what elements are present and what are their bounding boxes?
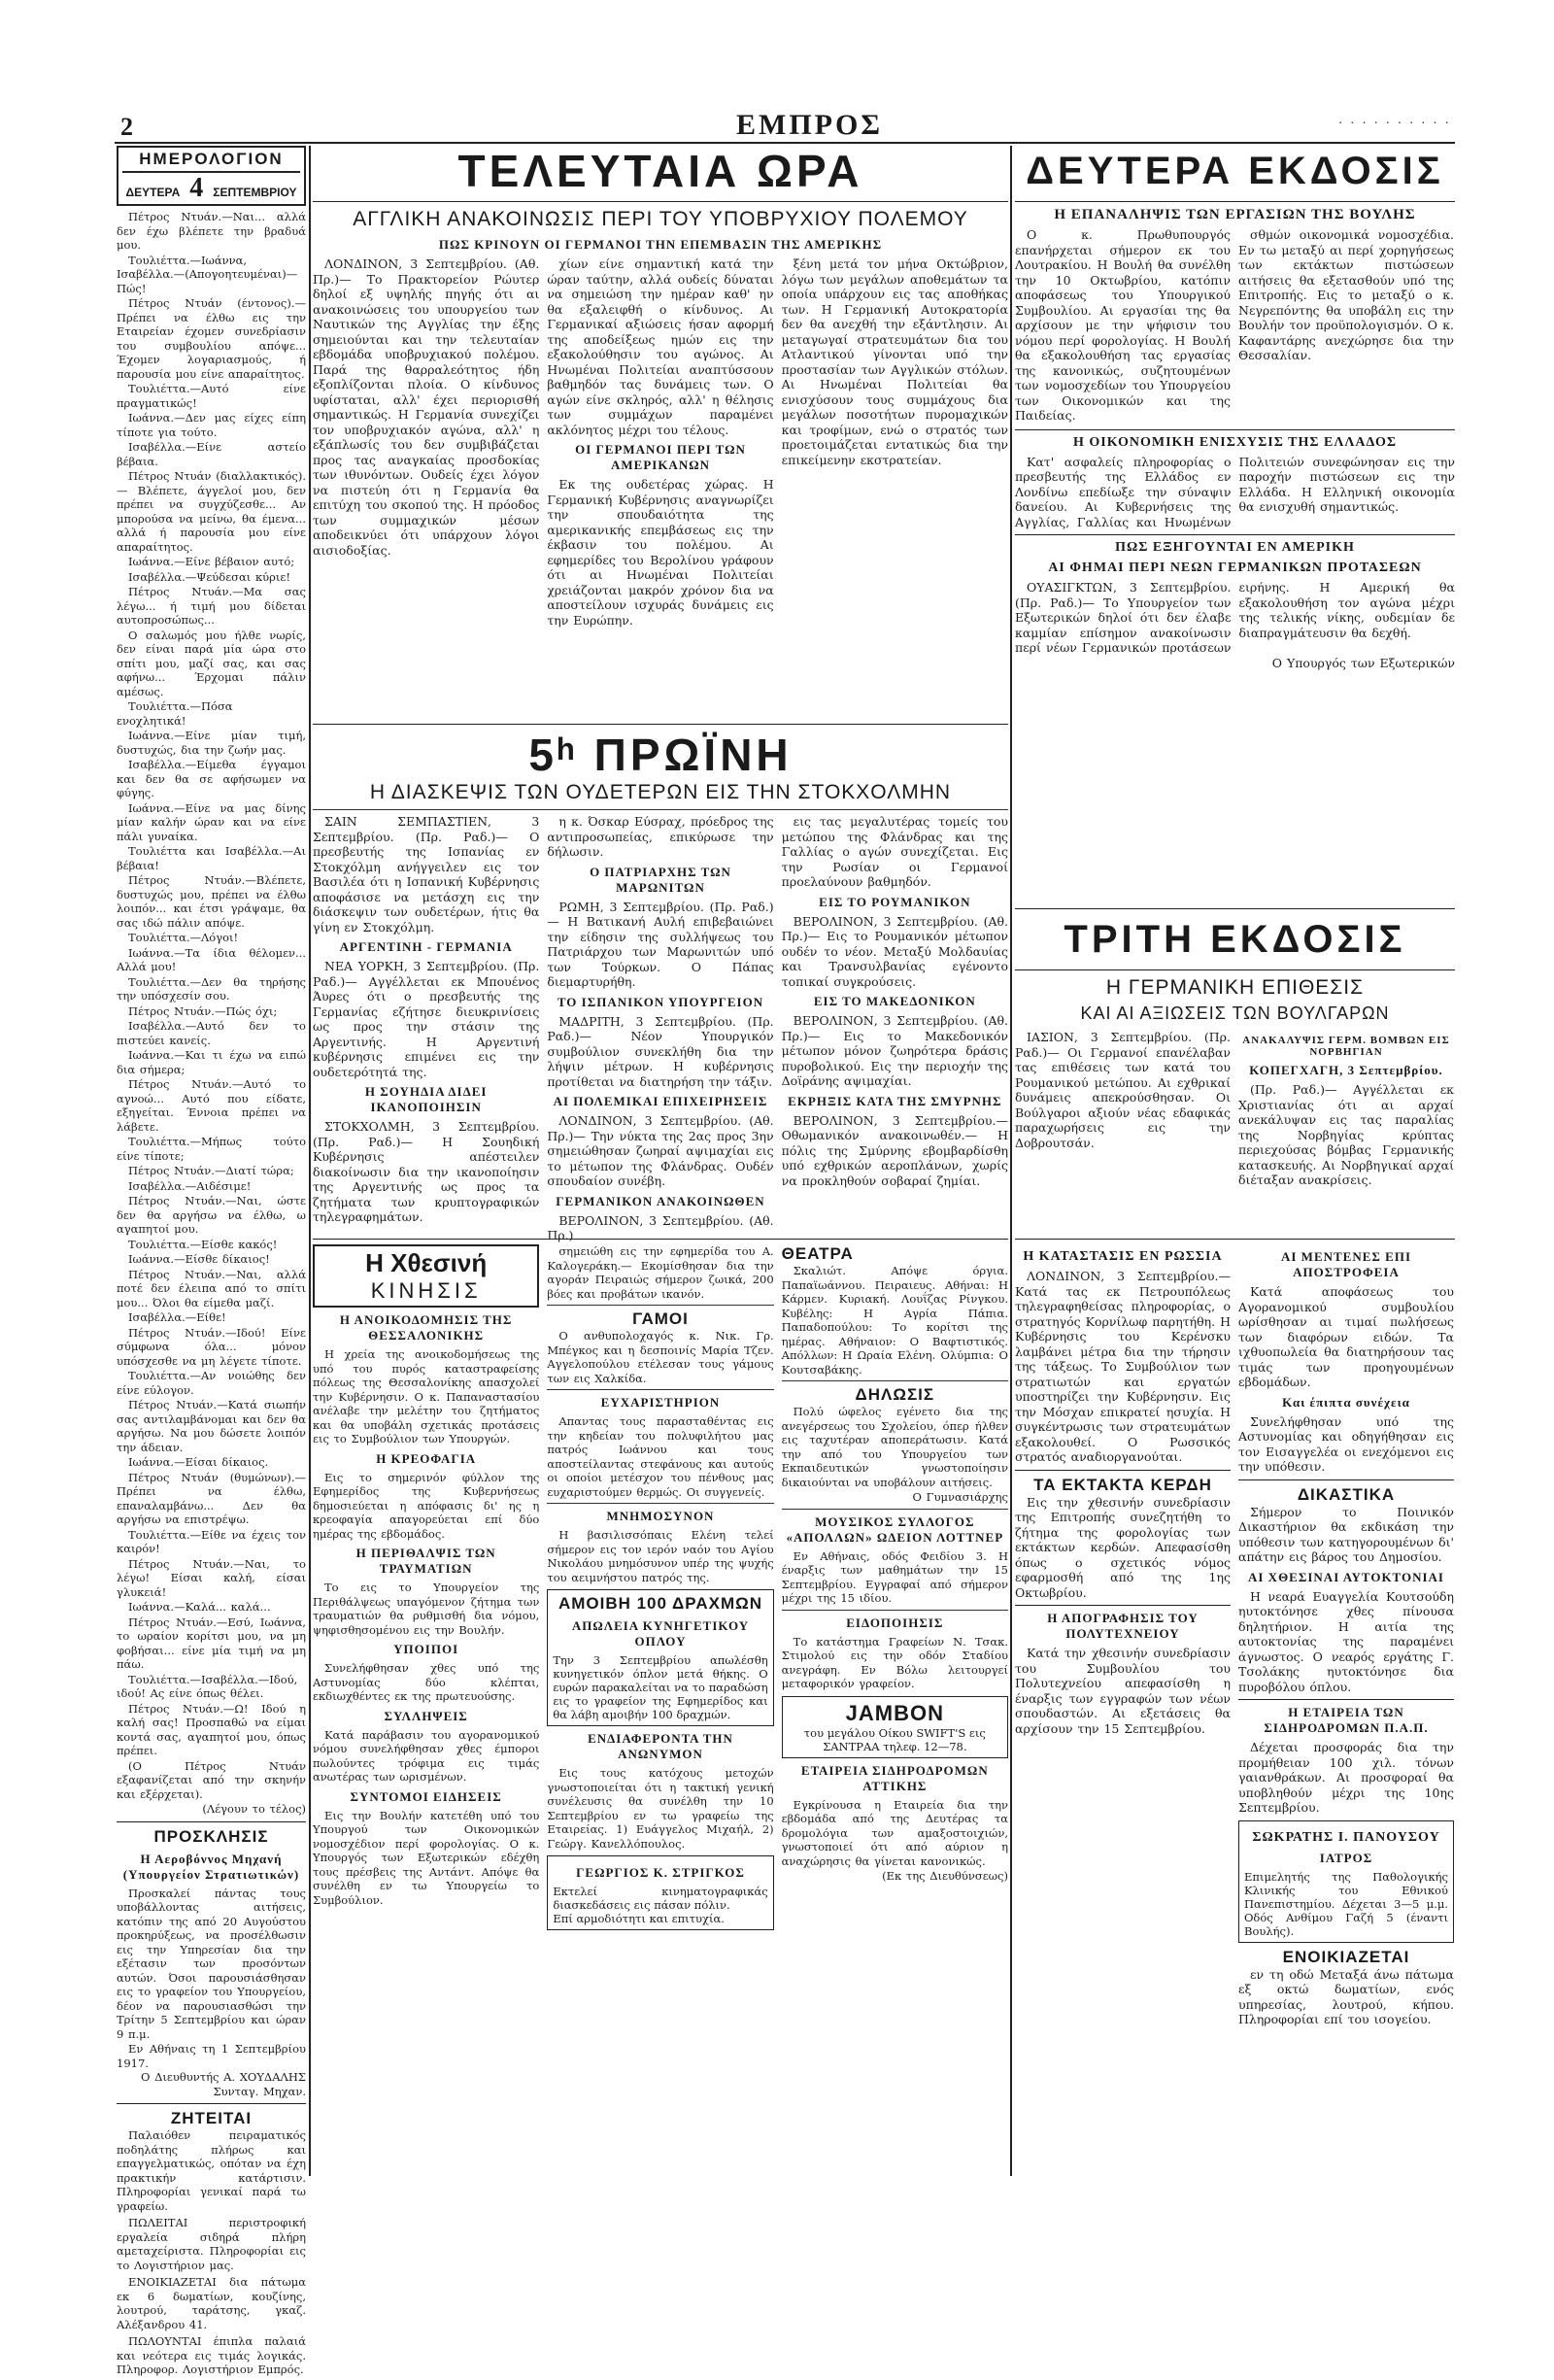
fifth-morning-title: 5ʰ ΠΡΩΪΝΗ <box>528 730 793 780</box>
last-hour-col-b: χίων είνε σημαντική κατά την ώραν ταύτην, αλλά ουδείς δύναται να σημειώση την ημέραν καθ' ην θα εξαλειφθή ο κίνδυνος. Αι Γερμανικαί αξιώσεις ήσαν αφορμή της αποδείξεως ημών εις την εξακολούθησιν του αγώνος. Αι Ηνωμέναι Πολιτείαι αναπτύσσουν βαθμηδόν τας δυνάμεις των. Ο αγών είνε σκληρός, αλλ' η θέλησις των συμμάχων παραμένει ακλόνητος μέχρι του τέλους. <box>547 256 774 437</box>
dialogue-line: Ιωάννα.—Είσθε δίκαιος! <box>128 1252 270 1266</box>
sweden-text: ΣΤΟΚΧΟΛΜΗ, 3 Σεπτεμβρίου. (Πρ. Ραδ.)— Η Σουηδική Κυβέρνησις απέστειλεν διακοίνωσιν δια την ικανοποίησιν της Αργεντινής ως προς τα ζητήματα των κρυπτογραφικών τηλεγραφημάτων. <box>313 1119 540 1224</box>
spanish-ministry-text: ΜΑΔΡΙΤΗ, 3 Σεπτεμβρίου. (Πρ. Ραδ.)— Νέον Υπουργικόν συμβούλιον συνεκλήθη δια την λήψιν μέτρων. Η κυβέρνησις προτίθεται να διατηρήση την τάξιν. <box>547 1013 774 1089</box>
railway-heading: ΕΤΑΙΡΕΙΑ ΣΙΔΗΡΟΔΡΟΜΩΝ ΑΤΤΙΚΗΣ <box>800 1762 989 1793</box>
dialogue-line: Πέτρος Ντυάν.—Εσύ, Ιωάννα, το ωραίον κορίτσι μου, να μη φοβήσαι... είνε μία τιμή να μη πάω. <box>117 1615 306 1671</box>
yesterday-item-text: Η χρεία της ανοικοδομήσεως της υπό του πυρός καταστραφείσης πόλεως της Θεσσαλονίκης απασχολεί την Κυβέρνησιν. Ο κ. Παπαναστασίου ανέλαβε την μελέτην του ζητήματος και θα υποβάλη σχετικάς προτάσεις εις το Συμβούλιον των Υπουργών. <box>313 1347 540 1445</box>
america-subheading: ΑΙ ΦΗΜΑΙ ΠΕΡΙ ΝΕΩΝ ΓΕΡΜΑΝΙΚΩΝ ΠΡΟΤΑΣΕΩΝ <box>1048 561 1422 575</box>
dialogue-line: Ισαβέλλα.—Είνε αστείο βέβαια. <box>117 440 306 468</box>
social-intro: σημειώθη εις την εφημερίδα του Α. Καλογεράκη.— Εκομίσθησαν δια την αγοράν Πειραιώς σήμερον ζωικά, 200 βόες και προβάτων ικανόν. <box>547 1244 774 1301</box>
calendar-date-number: 4 <box>189 173 204 203</box>
memorial-heading: ΜΝΗΜΟΣΥΝΟΝ <box>606 1509 715 1523</box>
music-heading: ΜΟΥΣΙΚΟΣ ΣΥΛΛΟΓΟΣ «ΑΠΟΛΛΩΝ» ΩΔΕΙΟΝ ΛΟΤΤΝΕΡ <box>786 1513 1004 1545</box>
right-bottom <box>1015 1234 1455 2028</box>
notification-heading: ΕΙΔΟΠΟΙΗΣΙΣ <box>846 1615 944 1630</box>
music-text: Εν Αθήναις, οδός Φειδίου 3. Η έναρξις των μαθημάτων την 15 Σεπτεμβρίου. Εγγραφαί από σήμερον μέχρι της 15 ιδίου. <box>781 1548 1008 1605</box>
yesterday-item-text: Συνελήφθησαν χθες υπό της Αστυνομίας δύο κλέπται, εκδιωχθέντες εκ της πρωτευούσης. <box>313 1661 540 1703</box>
doctor-text: Επιμελητής της Παθολογικής Κλινικής του Εθνικού Πανεπιστημίου. Δέχεται 3—5 μ.μ. Οδός Ανθίμου Γαζή 5 (έναντι Βουλής). <box>1244 1869 1448 1938</box>
fifth-col-b: η κ. Όσκαρ Εύσραχ, πρόεδρος της αντιπροσωπείας, επικύρωσε την δήλωσιν. <box>547 814 774 859</box>
dialogue-line: Τουλιέττα.—Είσθε κακός! <box>128 1237 278 1251</box>
dialogue-line: Ιωάννα.—Είσαι δίκαιος. <box>128 1455 269 1469</box>
yesterday-title: Η Χθεσινή <box>365 1248 488 1277</box>
calendar-column <box>117 146 306 2380</box>
last-hour-subtitle: ΑΓΓΛΙΚΗ ΑΝΑΚΟΙΝΩΣΙΣ ΠΕΡΙ ΤΟΥ ΥΠΟΒΡΥΧΙΟΥ ΠΟΛΕΜΟΥ <box>353 208 968 230</box>
declaration-sign: Ο Γυμνασιάρχης <box>912 1490 1008 1504</box>
theatre-text: Σκαλιώτ. Απόψε όργια. Παπαϊωάννου. Πειραιευς. Αθήναι: Η Κάρμεν. Κυριακή. Λουΐζας Ρίνγκου. Κυβέλης: Η Αγρία Πάπια. Παπαδοπούλου: Το κορίτσι της ημέρας. Αθήναιον: Ο Βαφτιστικός. Απόλλων: Η Ωραία Ελένη. Ολύμπια: Ο Κουτσαβάκης. <box>781 1264 1008 1377</box>
notice-date: Εν Αθήναις τη 1 Σεπτεμβρίου 1917. <box>117 2042 306 2070</box>
masthead-right: · · · · · · · · · · <box>1337 117 1451 131</box>
fifth-morning-subtitle: Η ΔΙΑΣΚΕΨΙΣ ΤΩΝ ΟΥΔΕΤΕΡΩΝ ΕΙΣ ΤΗΝ ΣΤΟΚΧΟΛΜΗΝ <box>369 781 952 803</box>
last-hour-col-c: ξένη μετά τον μήνα Οκτώβριον, λόγω των μεγάλων αποθεμάτων τα οποία υπάρχουν εις τας αποθήκας των. Η Γερμανική Αυτοκρατορία δεν θα ανεχθή την εξάντλησιν. Αι μεταγωγαί στρατευμάτων δια του Ατλαντικού γίνονται υπό την προστασίαν των Αγγλικών στόλων. Αι Ηνωμέναι Πολιτείαι θα ενισχύσουν τους συμμάχους δια μεγάλων ποσοτήτων πυρομαχικών και τροφίμων, ενώ ο στρατός των προετοιμάζεται εντατικώς δια την επικείμενην εκστρατείαν. <box>781 256 1008 467</box>
dialogue-line: Πέτρος Ντυάν.—Ναι, αλλά ποτέ δεν έλειπα από το σπίτι μου... Όλοι θα είμεθα μαζί. <box>117 1267 306 1309</box>
third-edition-title: ΤΡΙΤΗ ΕΚΔΟΣΙΣ <box>1064 918 1406 961</box>
dialogue-line: Τουλιέττα.—Λόγοι! <box>128 931 239 944</box>
argentina-text: ΝΕΑ ΥΟΡΚΗ, 3 Σεπτεμβρίου. (Πρ. Ραδ.)— Αγγέλλεται εκ Μπουένος Άυρες ότι ο πρεσβευτής της Γερμανίας εζήτησε διευκρινίσεις ως προς την στάσιν της Αργεντινής. Η Αργεντινή κυβέρνησις επιμένει εις την ουδετερότητά της. <box>313 959 540 1079</box>
dialogue-line: Τουλιέττα.—Ισαβέλλα.—Ιδού, ιδού! Ας είνε όπως θέλει. <box>117 1672 298 1700</box>
dialogue-line: Τουλιέττα.—Μήπως τούτο είνε τίποτε; <box>117 1135 306 1163</box>
dialogue-line: Τουλιέττα.—Αν νοιώθης δεν είνε εύλογον. <box>117 1369 306 1397</box>
yesterday-items <box>313 1312 539 1907</box>
dialogue-line: Πέτρος Ντυάν (θυμώνων).— Πρέπει να έλθω, επαναλαμβάνω... Δεν θα αργήσω να επιστρέψω. <box>117 1470 306 1526</box>
war-ops-text: ΛΟΝΔΙΝΟΝ, 3 Σεπτεμβρίου. (Αθ. Πρ.)— Την νύκτα της 2ας προς 3ην σημειώθησαν ζωηραί αψιμαχίαι εις το μέτωπον της Φλάνδρας. Ουδέν σπουδαίον συνέβη. <box>547 1113 774 1188</box>
dialogue-line: Πέτρος Ντυάν.—Μα σας λέγω... ή τιμή μου δίδεται αυτοπροσώπως... <box>117 585 306 627</box>
dialogue-line: Ιωάννα.—Και τι έχω να ειπώ δια σήμερα; <box>117 1048 306 1076</box>
serial-dialogue <box>117 210 306 1801</box>
second-edition-subtitle: Η ΕΠΑΝΑΛΗΨΙΣ ΤΩΝ ΕΡΓΑΣΙΩΝ ΤΗΣ ΒΟΥΛΗΣ <box>1054 207 1416 222</box>
misc-text-1: Κατά αποφάσεως του Αγορανομικού συμβουλίου ωρίσθησαν αι τιμαί πωλήσεως των διαφόρων ειδών. Τα ιχθυοπωλεία θα διατηρήσουν τας τιμάς των προηγουμένων εβδομάδων. <box>1238 1284 1454 1389</box>
second-edition-col-b: σθμών οικονομικά νομοσχέδια. Εν τω μεταξύ αι περί χορηγήσεως των εκτάκτων πιστώσεων αιτήσεις θα εξετασθούν υπό της Επιτροπής. Εις το μεταξύ ο κ. Νεγρεπόντης θα υποβάλη εις την Βουλήν τον προϋπολογισμόν. Ο κ. Καφαντάρης ανεχώρησε δια την Θεσσαλίαν. <box>1238 227 1454 362</box>
yesterday-item-heading: ΣΥΝΤΟΜΟΙ ΕΙΔΗΣΕΙΣ <box>350 1788 502 1804</box>
russia-text: ΛΟΝΔΙΝΟΝ, 3 Σεπτεμβρίου.— Κατά τας εκ Πετρουπόλεως τηλεγραφηθείσας πληροφορίας, ο στρατηγός Κορνίλωφ παρητήθη. Η Κυβέρνησις του Κερένσκυ λαμβάνει μέτρα δια την τήρησιν της τάξεως. Το Συμβούλιον των στρατιωτών και εργατών υποστηρίζει την Κυβέρνησιν. Εις την Μόσχαν επικρατεί ησυχία. Η συγκέντρωσις των στρατευμάτων εξακολουθεί. Ο Ρωσσικός στρατός αναδιοργανούται. <box>1015 1269 1231 1464</box>
yesterday-item-text: Το εις το Υπουργείον της Περιθάλψεως υπαγόμενον ζήτημα των τραυματιών θα ρυθμισθή δια νόμου, ψηφισθησομένου εις την Βουλήν. <box>313 1581 540 1637</box>
theatre-column <box>782 1244 1008 1935</box>
dialogue-line: Ιωάννα.—Δεν μας είχες είπη τίποτε για τούτο. <box>117 411 306 439</box>
argentina-heading: ΑΡΓΕΝΤΙΝΗ - ΓΕΡΜΑΝΙΑ <box>339 939 513 954</box>
jambon-text: του μεγάλου Οίκου SWIFT'S εις ΣΑΝΤΡΑΑ τηλεφ. 12—78. <box>803 1725 986 1753</box>
dialogue-line: Πέτρος Ντυάν (διαλλακτικός).— Βλέπετε, άγγελοί μου, δεν πρέπει να συγχύζεσθε... Αν μπορούσα να μείνω, θα έμενα... αλλά ή παρουσία μου είνε απαραίτητος. <box>117 469 306 554</box>
dialogue-line: Πέτρος Ντυάν.—Ναι, το λέγω! Είσαι καλή, είσαι γλυκειά! <box>117 1556 306 1599</box>
smyrna-heading: ΕΚΡΗΞΙΣ ΚΑΤΑ ΤΗΣ ΣΜΥΡΝΗΣ <box>788 1093 1002 1108</box>
extra-profits-text: Εις την χθεσινήν συνεδρίασιν της Επιτροπής συνεζητήθη το ζήτημα της φορολογίας των εκτάκτων κερδών. Απεφασίσθη όπως ο σχετικός νόμος εφαρμοσθή από της 1ης Οκτωβρίου. <box>1015 1494 1231 1600</box>
thanks-heading: ΕΥΧΑΡΙΣΤΗΡΙΟΝ <box>600 1395 721 1410</box>
calendar-date <box>122 175 300 202</box>
paper-name: ΕΜΠΡΟΣ <box>736 109 883 141</box>
declaration-heading: ΔΗΛΩΣΙΣ <box>855 1385 935 1404</box>
dialogue-line: Πέτρος Ντυάν.—Κατά σιωπήν σας αντιλαμβάνομαι και δεν θα αργήσω. Να μου δώσετε λοιπόν την άδειαν. <box>117 1398 306 1454</box>
polytechnic-text: Κατά την χθεσινήν συνεδρίασιν του Συμβουλίου του Πολυτεχνείου απεφασίσθη η έναρξις των εγγραφών των νέων σπουδαστών. Αι εξετάσεις θα αρχίσουν την 15 Σεπτεμβρίου. <box>1015 1646 1231 1736</box>
memorial-text: Η βασιλισσόπαις Ελένη τελεί σήμερον εις τον ιερόν ναόν του Αγίου Νικολάου μνημόσυνον υπέρ της ψυχής του αειμνήστου πατρός της. <box>547 1528 774 1584</box>
second-edition-title: ΔΕΥΤΕΡΑ ΕΚΔΟΣΙΣ <box>1026 150 1444 192</box>
masthead <box>115 107 1455 144</box>
strigos-name: ΓΕΩΡΓΙΟΣ Κ. ΣΤΡΙΓΚΟΣ <box>576 1865 745 1880</box>
extra-profits-heading: ΤΑ ΕΚΤΑΚΤΑ ΚΕΡΔΗ <box>1033 1475 1212 1494</box>
russia-column <box>1015 1244 1231 2028</box>
page-number: 2 <box>120 113 133 141</box>
america-sign: Ο Υπουργός των Εξωτερικών <box>1271 655 1455 670</box>
railway-text: Εγκρίνουσα η Εταιρεία δια την εβδομάδα από της Δευτέρας τα δρομολόγια των αμαξοστοιχιών, γνωστοποιεί ότι από αύριον η αναχώρησις θα γίνεται κανονικώς. <box>781 1797 1008 1868</box>
strigos-more: Επί αρμοδιότητι και επιτυχία. <box>553 1912 725 1925</box>
dialogue-line: Πέτρος Ντυάν (έντονος).— Πρέπει να έλθω εις την Εταιρείαν έχομεν συνεδρίασιν του συμβουλίου απόψε... Έχομεν λογαριασμούς, ή παρουσία μου είνε απαραίτητος. <box>117 296 306 381</box>
suicides-text: Η νεαρά Ευαγγελία Κουτσούδη ηυτοκτόνησε χθες πίνουσα δηλητήριον. Η αιτία της αυτοκτονίας της παραμένει άγνωστος. Ο νεαρός εργάτης Γ. Τσολάκης ηυτοκτόνησε δια πυροβόλου όπλου. <box>1238 1588 1454 1694</box>
sweden-heading: Η ΣΟΥΗΔΙΑ ΔΙΔΕΙ ΙΚΑΝΟΠΟΙΗΣΙΝ <box>364 1084 488 1114</box>
yesterday-item-heading: ΥΠΟΙΠΟΙ <box>393 1642 459 1656</box>
strigos-ad <box>547 1855 773 1930</box>
dialogue-line: Τουλιέττα και Ισαβέλλα.—Αι βέβαια! <box>117 844 306 872</box>
dialogue-line: Τουλιέττα.—Είθε να έχεις τον καιρόν! <box>117 1527 306 1555</box>
maronite-heading: Ο ΠΑΤΡΙΑΡΧΗΣ ΤΩΝ ΜΑΡΩΝΙΤΩΝ <box>590 864 731 895</box>
dialogue-line: Πέτρος Ντυάν.—Ναι... αλλά δεν έχω βλέπετε την βραδυά μου. <box>117 210 306 252</box>
fifth-col-c: εις τας μεγαλυτέρας τομείς του μετώπου της Φλάνδρας και της Γαλλίας ο αγών συνεχίζεται. Εις την Ρωσίαν οι Γερμανοί προελαύνουν βαθμηδόν. <box>781 814 1008 889</box>
americans-heading: ΟΙ ΓΕΡΜΑΝΟΙ ΠΕΡΙ ΤΩΝ ΑΜΕΡΙΚΑΝΩΝ <box>575 442 746 472</box>
third-edition-subtitle: Η ΓΕΡΜΑΝΙΚΗ ΕΠΙΘΕΣΙΣ <box>1105 976 1365 999</box>
notice-subheading: Η Αεροβόννος Μηχανή (Υπουργείον Στρατιωτικών) <box>122 1851 300 1882</box>
romanian-text: ΒΕΡΟΛΙΝΟΝ, 3 Σεπτεμβρίου. (Αθ. Πρ.)— Εις το Ρουμανικόν μέτωπον ουδέν το νέον. Μεταξύ Μολδαυίας και Τρανσυλβανίας εγένοντο τοπικαί συγκρούσεις. <box>781 913 1008 989</box>
dialogue-line: Πέτρος Ντυάν.—Διατί τώρα; <box>128 1164 294 1177</box>
dialogue-line: Ισαβέλλα.—Αιδέσιμε! <box>128 1178 252 1193</box>
smyrna-text: ΒΕΡΟΛΙΝΟΝ, 3 Σεπτεμβρίου.— Οθωμανικόν ανακοινωθέν.— Η πόλις της Σμύρνης εβομβαρδίσθη υπό εχθρικών αεροπλάνων, χωρίς να προκληθούν σοβαραί ζημίαι. <box>781 1112 1008 1188</box>
americans-text: Εκ της ουδετέρας χώρας. Η Γερμανική Κυβέρνησις αναγνωρίζει την σπουδαιότητα της αμερικανικής επεμβάσεως εις την έκβασιν του πολέμου. Αι εφημερίδες του Βερολίνου γράφουν ότι αι Ηνωμέναι Πολιτείαι χρειάζονται μακρόν χρόνον δια να αποστείλουν ισχυράς δυνάμεις εις την Ευρώπην. <box>547 477 774 628</box>
dialogue-line: Ιωάννα.—Καλά... καλά... <box>128 1600 271 1614</box>
dialogue-line: Πέτρος Ντυάν.—Ω! Ιδού η καλή σας! Προσπαθώ να είμαι κοντά σας, αγαπητοί μου, όπως πρέπει. <box>117 1701 306 1757</box>
norway-text: (Πρ. Ραδ.)— Αγγέλλεται εκ Χριστιανίας ότι αι αρχαί ανεκάλυψαν εις τας παραλίας της Νορβηγίας κρύπτας περιεχούσας βόμβας Γερμανικής κατασκευής. Αι Νορβηγικαί αρχαί διέταξαν ανακρίσεις. <box>1238 1082 1454 1187</box>
court-text: Σήμερον το Ποινικόν Δικαστήριον θα εκδικάση την υπόθεσιν των κατηγορουμένων δι' απάτην εις βάρος του Δημοσίου. <box>1238 1504 1454 1564</box>
dialogue-line: Πέτρος Ντυάν.—Βλέπετε, δυστυχώς μου, πρέπει να έλθω λοιπόν... και έτσι γράψαμε, θα σας ιδώ πάλιν απόψε. <box>117 873 306 930</box>
theatre-heading: ΘΕΑΤΡΑ <box>781 1244 854 1263</box>
suicides-heading: ΑΙ ΧΘΕΣΙΝΑΙ ΑΥΤΟΚΤΟΝΙΑΙ <box>1247 1569 1444 1584</box>
strigos-text: Εκτελεί κινηματογραφικάς διασκεδάσεις εις πάσαν πόλιν. <box>553 1885 768 1912</box>
notification-text: Το κατάστημα Γραφείων Ν. Τσακ. Στιμολού εις την οδόν Σταδίου ανεγράφη. Εν Βόλω λειτουργεί μεταφορικόν γραφείον. <box>781 1634 1008 1690</box>
third-edition-subtitle-2: ΚΑΙ ΑΙ ΑΞΙΩΣΕΙΣ ΤΩΝ ΒΟΥΛΓΑΡΩΝ <box>1080 1003 1390 1023</box>
last-hour-section <box>313 146 1008 629</box>
second-edition <box>1015 146 1455 670</box>
classified-item: ΠΩΛΟΥΝΤΑΙ έπιπλα παλαιά και νεότερα εις τιμάς λογικάς. Πληροφορ. Λογιστήριον Εμπρός. <box>117 2334 306 2376</box>
bottom-middle <box>313 1234 1008 1935</box>
weddings-heading: ΓΑΜΟΙ <box>632 1309 689 1328</box>
dialogue-line: Τουλιέττα.—Δεν θα τηρήσης την υπόσχεσίν σου. <box>117 974 306 1003</box>
economic-text: Κατ' ασφαλείς πληροφορίας ο πρεσβευτής της Ελλάδος εν Λονδίνω επεδίωξε την σύναψιν δανείου. Αι Κυβερνήσεις της Αγγλίας, Γαλλίας και Ηνωμένων Πολιτειών συνεφώνησαν εις την παροχήν πιστώσεων εις την Ελλάδα. Η Ελληνική οικονομία θα ενισχυθή σημαντικώς. <box>1015 454 1455 529</box>
column-rule <box>309 146 311 2176</box>
macedonian-text: ΒΕΡΟΛΙΝΟΝ, 3 Σεπτεμβρίου. (Αθ. Πρ.)— Εις το Μακεδονικόν μέτωπον μόνον ζωηρότερα δράσις πυροβολικού. Εις την περιοχήν της Δοϊράνης αψιμαχίαι. <box>781 1013 1008 1088</box>
notice-heading: ΠΡΟΣΚΛΗΣΙΣ <box>153 1826 269 1846</box>
dialogue-line: Ιωάννα.—Είνε να μας δίνης μίαν καλήν ώραν και να είνε πάλι γυναίκα. <box>117 800 306 843</box>
spanish-ministry-heading: ΤΟ ΙΣΠΑΝΙΚΟΝ ΥΠΟΥΡΓΕΙΟΝ <box>557 994 764 1009</box>
dialogue-line: Ισαβέλλα.—Είθε! <box>128 1310 226 1324</box>
yesterday-item-heading: Η ΚΡΕΟΦΑΓΙΑ <box>376 1450 477 1466</box>
war-ops-heading: ΑΙ ΠΟΛΕΜΙΚΑΙ ΕΠΙΧΕΙΡΗΣΕΙΣ <box>553 1094 768 1108</box>
yesterday-item-heading: ΣΥΛΛΗΨΕΙΣ <box>384 1708 468 1723</box>
court-heading: ΔΙΚΑΣΤΙΚΑ <box>1297 1484 1396 1504</box>
yesterday-item-heading: Η ΑΝΟΙΚΟΔΟΜΗΣΙΣ ΤΗΣ ΘΕΣΣΑΛΟΝΙΚΗΣ <box>339 1312 513 1343</box>
dialogue-end: (Λέγουν το τέλος) <box>202 1802 306 1816</box>
notice-signature: Ο Διευθυντής Α. ΧΟΥΔΑΛΗΣ Συνταγ. Μηχαν. <box>141 2070 306 2098</box>
social-column <box>547 1244 773 1935</box>
classifieds-heading: ΖΗΤΕΙΤΑΙ <box>170 2109 253 2127</box>
doctor-name: ΣΩΚΡΑΤΗΣ Ι. ΠΑΝΟΥΣΟΥ <box>1252 1829 1440 1845</box>
america-text: ΟΥΑΣΙΓΚΤΩΝ, 3 Σεπτεμβρίου. (Πρ. Ραδ.)— Το Υπουργείον των Εξωτερικών δηλοί ότι δεν έλαβε καμμίαν επίσημον ανακοίνωσιν περί νέων Γερμανικών προτάσεων ειρήνης. Η Αμερική θα εξακολουθήση τον αγώνα μέχρι της τελικής νίκης, ουδεμίαν δε διαπραγμάτευσιν θα δεχθή. <box>1015 580 1455 655</box>
norway-subheading: ΚΟΠΕΓΧΑΓΗ, 3 Σεπτεμβρίου. <box>1249 1063 1443 1077</box>
dialogue-line: Πέτρος Ντυάν.—Ιδού! Είνε σύμφωνα όλα... μόνον υπόσχεσθε να μη λέγετε τίποτε. <box>117 1325 306 1368</box>
stockholm-text: ΣΑΙΝ ΣΕΜΠΑΣΤΙΕΝ, 3 Σεπτεμβρίου. (Πρ. Ραδ.)— Ο πρεσβευτής της Ισπανίας εν Στοκχόλμη ανήγγειλεν εις τον Βασιλέα ότι η Ισπανική Κυβέρνησις αποφάσισε να μετάσχη εις την διάσκεψιν των ουδετέρων, ήτις θα γίνη εν Στοκχόλμη. <box>313 814 540 935</box>
macedonian-heading: ΕΙΣ ΤΟ ΜΑΚΕΔΟΝΙΚΟΝ <box>813 994 976 1008</box>
dialogue-line: Ιωάννα.—Τα ίδια θέλομεν... Αλλά μου! <box>117 945 306 973</box>
rent-heading: ΕΝΟΙΚΙΑΖΕΤΑΙ <box>1282 1947 1410 1966</box>
misc-column <box>1238 1244 1454 2028</box>
railway-company-heading: Η ΕΤΑΙΡΕΙΑ ΤΩΝ ΣΙΔΗΡΟΔΡΟΜΩΝ Π.Α.Π. <box>1264 1705 1429 1735</box>
dialogue-line: Τουλιέττα.—Ιωάννα, Ισαβέλλα.—(Απογοητευμέναι)— Πώς! <box>117 253 298 295</box>
yesterday-item-text: Κατά παράβασιν του αγορανομικού νόμου συνελήφθησαν χθες έμποροι πωλούντες τρόφιμα εις τιμάς ανωτέρας των ωρισμένων. <box>313 1727 540 1784</box>
classified-item: Παλαιόθεν πειραματικός ποδηλάτης πλήρως και επαγγελματικώς, οπόταν να έχη πρακτικήν κατάρτισιν. Πληροφορίαι γενικαί παρά τω γραφείω. <box>117 2128 306 2213</box>
economic-heading: Η ΟΙΚΟΝΟΜΙΚΗ ΕΝΙΣΧΥΣΙΣ ΤΗΣ ΕΛΛΑΔΟΣ <box>1072 434 1397 450</box>
reward-text: Την 3 Σεπτεμβρίου απωλέσθη κυνηγετικόν όπλον μετά θήκης. Ο ευρών παρακαλείται να το παραδώση εις το γραφείον της Εφημερίδος και θα λάβη αμοιβήν 100 δραχμών. <box>553 1653 768 1721</box>
doctor-title: ΙΑΤΡΟΣ <box>1319 1850 1373 1865</box>
misc-text-2: Συνελήφθησαν υπό της Αστυνομίας και οδηγήθησαν εις τον Εισαγγελέα οι ενεχόμενοι εις την υπόθεσιν. <box>1238 1413 1454 1474</box>
calendar-month: ΣΕΠΤΕΜΒΡΙΟΥ <box>213 186 297 199</box>
classifieds <box>117 2128 306 2377</box>
thanks-text: Απαντας τους παρασταθέντας εις την κηδείαν του πολυφιλήτου μας πατρός Ιωάννου και τους αποστείλαντας στεφάνους και αυτούς οι οποίοι μετέσχον του πένθους μας ευχαριστούμεν θερμώς. Οι συγγενείς. <box>547 1414 774 1499</box>
last-hour-columns <box>313 256 1008 629</box>
last-hour-title: ΤΕΛΕΥΤΑΙΑ ΩΡΑ <box>457 146 863 196</box>
rent-text: εν τη οδώ Μεταξά άνω πάτωμα εξ οκτώ δωματίων, ενός υπηρεσίας, λουτρού, κήπου. Πληροφορίαι επί του ισογείου. <box>1238 1966 1454 2026</box>
dialogue-line: Τουλιέττα.—Πόσα ενοχλητικά! <box>117 699 233 728</box>
america-heading: ΠΩΣ ΕΞΗΓΟΥΝΤΑΙ ΕΝ ΑΜΕΡΙΚΗ <box>1115 540 1355 555</box>
yesterday-item-text: Εις την Βουλήν κατετέθη υπό του Υπουργού των Οικονομικών νομοσχέδιον περί φορολογίας. Ο κ. Υπουργός των Εξωτερικών εδέχθη τους πρέσβεις της Αντάντ. Απόψε θα συνέλθη εν τω Υπουργείω το Συμβούλιον. <box>313 1808 540 1907</box>
dialogue-line: Ισαβέλλα.—Ψεύδεσαι κύριε! <box>128 569 290 584</box>
dialogue-line: Ο σαλωμός μου ήλθε νωρίς, δεν είναι παρά μία ώρα στο σπίτι μου, μαζί σας, και σας αφήνω... Έρχομαι πάλιν αμέσως. <box>117 628 306 698</box>
railway-sign: (Εκ της Διευθύνσεως) <box>882 1869 1008 1883</box>
second-edition-col-a: Ο κ. Πρωθυπουργός επανήρχεται σήμερον εκ του Λουτρακίου. Η Βουλή θα συνέλθη την 10 Οκτωβρίου, κατόπιν αποφάσεως του Υπουργικού Συμβουλίου. Αι εργασίαι της θα αρχίσουν με την ψήφισιν του νόμου περί φορολογίας. Η Βουλή θα εξακολουθήση τας εργασίας της κανονικώς, συζητουμένων των νομοσχεδίων του Υπουργείου των Οικονομικών και της Παιδείας. <box>1015 227 1231 423</box>
yesterday-column <box>313 1244 539 1935</box>
notice-text: Προσκαλεί πάντας τους υποβάλλοντας αιτήσεις, κατόπιν της από 20 Αυγούστου προκηρύξεως, να προσέλθωσιν εις την Υπηρεσίαν δια την εξέτασιν των προσόντων αυτών. Όσοι παρουσιάσθησαν εις το γραφείον του Υπουργείου, δέον να παρουσιασθώσι την Τρίτην 5 Σεπτεμβρίου και ώραν 9 π.μ. <box>117 1886 306 2041</box>
yesterday-item-heading: Η ΠΕΡΙΘΑΛΨΙΣ ΤΩΝ ΤΡΑΥΜΑΤΙΩΝ <box>355 1546 496 1576</box>
column-rule <box>1010 146 1012 2176</box>
weddings-text: Ο ανθυπολοχαγός κ. Νικ. Γρ. Μπέγκος και η δεσποινίς Μαρία Τζεν. Αγγελοπούλου ετέλεσαν τους γάμους των εις Χαλκίδα. <box>547 1329 774 1385</box>
last-hour-subtitle-2: ΠΩΣ ΚΡΙΝΟΥΝ ΟΙ ΓΕΡΜΑΝΟΙ ΤΗΝ ΕΠΕΜΒΑΣΙΝ ΤΗΣ ΑΜΕΡΙΚΗΣ <box>438 237 883 252</box>
calendar-title: ΗΜΕΡΟΛΟΓΙΟΝ <box>122 150 300 173</box>
fifth-morning-section <box>313 719 1008 1244</box>
classified-item: ΕΝΟΙΚΙΑΖΕΤΑΙ δια πάτωμα εκ 6 δωματίων, κουζίνης, λουτρού, ταράτσης, γκαζ. Αλέξανδρου 41. <box>117 2275 306 2331</box>
dialogue-line: Πέτρος Ντυάν.—Αυτό το αγνοώ... Αυτό που είδατε, εξηγείται. Έννοια πρέπει να λάβετε. <box>117 1077 306 1134</box>
misc-heading-1: ΑΙ ΜΕΝΤΕΝΕΣ ΕΠΙ ΑΠΟΣΤΡΟΦΕΙΑ <box>1280 1249 1412 1279</box>
last-hour-col-a: ΛΟΝΔΙΝΟΝ, 3 Σεπτεμβρίου. (Αθ. Πρ.)— Το Πρακτορείον Ρώυτερ δηλοί εξ υψηλής πηγής ότι αι ανακοινώσεις του υπουργείου των Ναυτικών της Αγγλίας την έξης σημειούνται και την τελευταίαν εβδομάδα υποβρυχιακού πολέμου. Παρά της θαρραλεότητος ήδη εξοπλίζονται πλοία. Ο κίνδυνος υφίσταται, αλλ' έχει περιορισθή σημαντικώς. Η Γερμανία συνεχίζει τον υποβρυχιακόν αγώνα, αλλ' η εξάπλωσίς του δεν συμβιβάζεται προς τας αναγκαίας προσδοκίας των ιθυνόντων. Ουδείς έχει λόγον να πιστεύη ότι η Γερμανία θα επιτύχη του σκοπού της. Η πρόοδος των συμμαχικών μέσων αποδεικνύει ότι υπάρχουν λόγοι αισιοδοξίας. <box>313 256 540 558</box>
declaration-text: Πολύ ώφελος εγένετο δια της ανεγέρσεως του Σχολείου, όπερ ήλθεν εις ταχυτέραν αποπεράτωσιν. Κατά την από του Υπουργείου των Εκπαιδευτικών γνωστοποίησιν δικαιούνται να υποβάλουν αιτήσεις. <box>781 1405 1008 1489</box>
calendar-day: ΔΕΥΤΕΡΑ <box>125 186 181 199</box>
dialogue-line: Πέτρος Ντυάν.—Ναι, ώστε δεν θα αργήσω να έλθω, ω αγαπητοί μου. <box>117 1194 306 1236</box>
yesterday-title-2: ΚΙΝΗΣΙΣ <box>370 1278 482 1303</box>
dialogue-line: Τουλιέττα.—Αυτό είνε πραγματικώς! <box>117 382 306 410</box>
reward-subheading: ΑΠΩΛΕΙΑ ΚΥΝΗΓΕΤΙΚΟΥ ΟΠΛΟΥ <box>571 1618 750 1649</box>
norway-heading: ΑΝΑΚΑΛΥΨΙΣ ΓΕΡΜ. ΒΟΜΒΩΝ ΕΙΣ ΝΟΡΒΗΓΙΑΝ <box>1242 1035 1450 1058</box>
dialogue-line: Ιωάννα.—Είνε μίαν τιμή, δυστυχώς, δια την ζωήν μας. <box>117 729 306 757</box>
russia-heading: Η ΚΑΤΑΣΤΑΣΙΣ ΕΝ ΡΩΣΣΙΑ <box>1023 1249 1223 1264</box>
jambon-ad <box>782 1696 1008 1758</box>
german-communique-text: ΒΕΡΟΛΙΝΟΝ, 3 Σεπτεμβρίου. (Αθ. Πρ.) <box>547 1212 774 1242</box>
calendar-box <box>117 146 306 206</box>
german-communique-heading: ΓΕΡΜΑΝΙΚΟΝ ΑΝΑΚΟΙΝΩΘΕΝ <box>556 1193 765 1208</box>
lottery-text: Εις τους κατόχους μετοχών γνωστοποιείται ότι η τακτική γενική συνέλευσις θα συνέλθη την 10 Σεπτεμβρίου εν τω γραφείω της Εταιρείας. 1) Ευάγγελος Μιχαήλ, 2) Γεώργ. Κανελλόπουλος. <box>547 1766 774 1851</box>
dialogue-line: Πέτρος Ντυάν.—Πώς όχι; <box>128 1003 278 1018</box>
dialogue-line: Ιωάννα.—Είνε βέβαιον αυτό; <box>128 555 295 568</box>
yesterday-item-text: Εις το σημερινόν φύλλον της Εφημερίδος της Κυβερνήσεως δημοσιεύεται η απόφασις δι' ης η κρεοφαγία απαγορεύεται επί δύο ημέρας της εβδομάδος. <box>313 1470 540 1541</box>
reward-ad <box>547 1589 773 1726</box>
misc-heading-2: Και έπιπτα συνέχεια <box>1282 1394 1410 1410</box>
doctor-ad <box>1238 1820 1454 1943</box>
maronite-text: ΡΩΜΗ, 3 Σεπτεμβρίου. (Πρ. Ραδ.)— Η Βατικανή Αυλή επιβεβαιώνει την είδησιν της συλλήψεως του Πατριάρχου των Μαρωνιτών υπό των Τούρκων. Ο Πάπας διεμαρτυρήθη. <box>547 899 774 989</box>
romanian-heading: ΕΙΣ ΤΟ ΡΟΥΜΑΝΙΚΟΝ <box>819 894 971 909</box>
third-edition <box>1015 903 1455 1189</box>
classified-item: ΠΩΛΕΙΤΑΙ περιστροφική εργαλεία σιδηρά πλήρη αμεταχείριστα. Πληροφορίαι εις το Λογιστήριον μας. <box>117 2216 306 2272</box>
dialogue-line: Ισαβέλλα.—Είμεθα έγγαμοι και δεν θα σε αφήσωμεν να φύγης. <box>117 758 306 799</box>
dialogue-line: Ισαβέλλα.—Αυτό δεν το πιστεύει κανείς. <box>117 1019 306 1047</box>
third-edition-col-a: ΙΑΣΙΟΝ, 3 Σεπτεμβρίου. (Πρ. Ραδ.)— Οι Γερμανοί επανέλαβαν τας επιθέσεις των κατά του Ρουμανικού μετώπου. Αι εχθρικαί δυνάμεις απεκρούσθησαν. Οι Βούλγαροι αξιούν νέας εδαφικάς παραχωρήσεις εις την Δοβρουτσάν. <box>1015 1030 1231 1150</box>
lottery-heading: ΕΝΔΙΑΦΕΡΟΝΤΑ ΤΗΝ ΑΝΩΝΥΜΟΝ <box>588 1731 733 1761</box>
polytechnic-heading: Η ΑΠΟΓΡΑΦΗΣΙΣ ΤΟΥ ΠΟΛΥΤΕΧΝΕΙΟΥ <box>1047 1611 1199 1641</box>
reward-heading: ΑΜΟΙΒΗ 100 ΔΡΑΧΜΩΝ <box>557 1594 763 1613</box>
railway-company-text: Δέχεται προσφοράς δια την προμήθειαν 100 χιλ. τόνων γαιανθράκων. Αι προσφοραί θα υποβληθούν μέχρι της 10ης Σεπτεμβρίου. <box>1238 1740 1454 1815</box>
jambon-heading: JAMBON <box>845 1700 944 1725</box>
dialogue-line: (Ο Πέτρος Ντυάν εξαφανίζεται από την σκηνήν και εξέρχεται). <box>117 1758 306 1801</box>
